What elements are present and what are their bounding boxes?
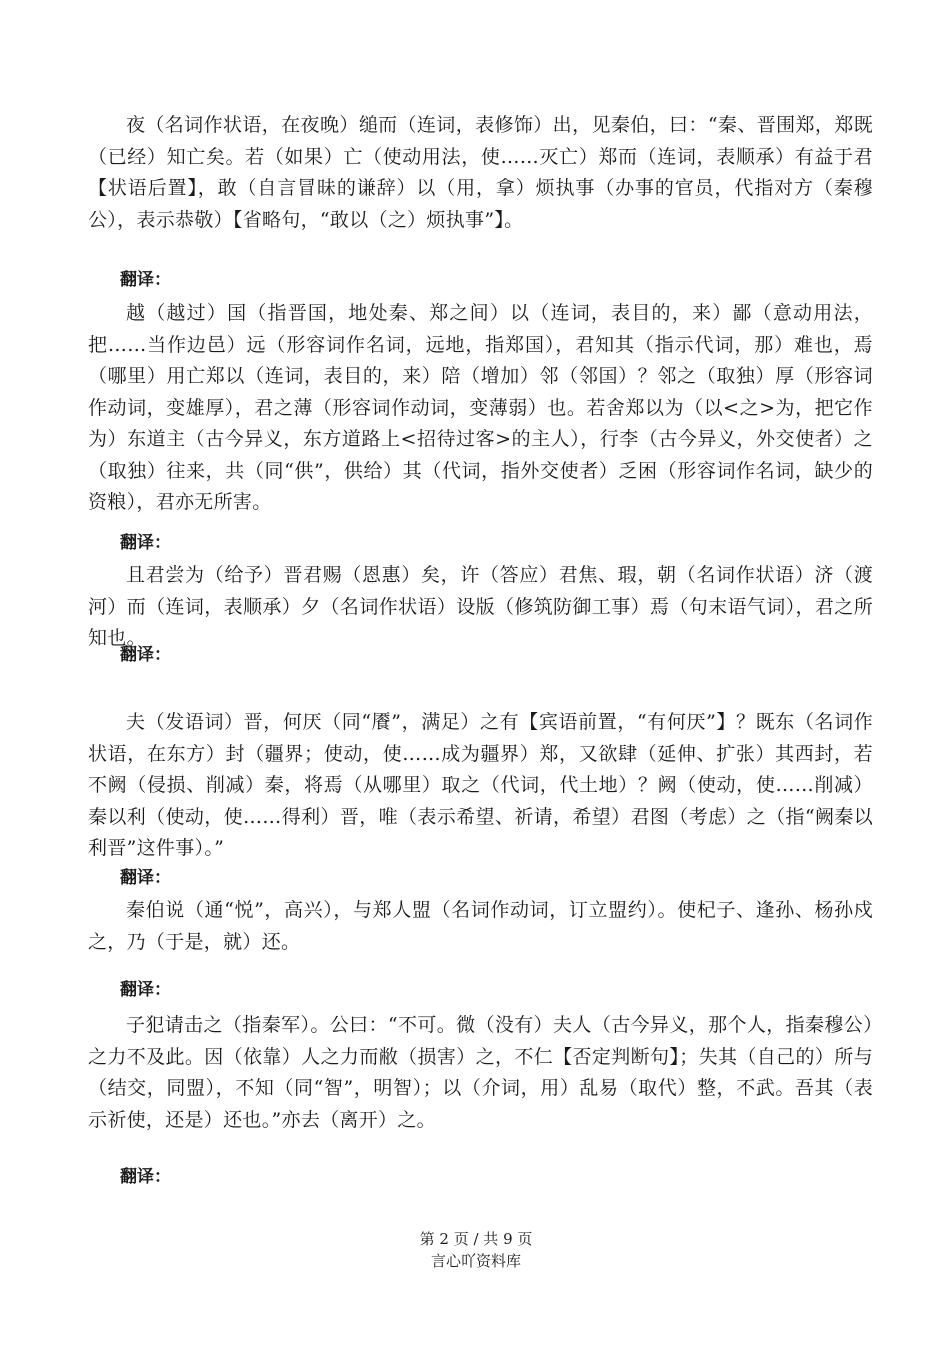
footer-source: 言心吖资料库 [430, 1252, 521, 1270]
paragraph-text: 越（越过）国（指晋国，地处秦、郑之间）以（连词，表目的，来）鄙（意动用法，把……当作边邑）远（形容词作名词，远地，指郑国），君知其（指示代词，那）难也，焉（哪里）用亡郑以（连词，表目的，来）陪（增加）邻（邻国）？邻之（取独）厚（形容词作动词，变雄厚），君之薄（形容词作动词，变薄弱）也。若舍郑以为（以<之>为，把它作为）东道主（古今异义，东方道路上<招待过客>的主人），行李（古今异义，外交使者）之（取独）往来，共（同“供”，供给）其（代词，指外交使者）乏困（形容词作名词，缺少的资粮），君亦无所害。 [88, 302, 873, 513]
translate-label-6: 翻译： [120, 1167, 171, 1187]
paragraph-6 [88, 1010, 873, 1136]
paragraph-text: 夫（发语词）晋，何厌（同“餍”，满足）之有【宾语前置，“有何厌”】？既东（名词作状语，在东方）封（疆界；使动，使……成为疆界）郑，又欲肆（延伸、扩张）其西封，若不阙（侵损、削减）秦，将焉（从哪里）取之（代词，代土地）？阙（使动，使……削减）秦以利（使动，使……得利）晋，唯（表示希望、祈请，希望）君图（考虑）之（指“阙秦以利晋”这件事）。” [88, 711, 873, 859]
translate-label-2: 翻译： [120, 533, 171, 553]
paragraph-2 [88, 298, 873, 519]
paragraph-text: 且君尝为（给予）晋君赐（恩惠）矣，许（答应）君焦、瑕，朝（名词作状语）济（渡河）而（连词，表顺承）夕（名词作状语）设版（修筑防御工事）焉（句末语气词），君之所知也。 [88, 564, 873, 649]
paragraph-5 [88, 895, 873, 958]
page-number: 第 2 页 / 共 9 页 [419, 1230, 533, 1248]
paragraph-1 [88, 110, 873, 236]
paragraph-text: 子犯请击之（指秦军）。公曰：“不可。微（没有）夫人（古今异义，那个人，指秦穆公）之力不及此。因（依靠）人之力而敝（损害）之，不仁【否定判断句】；失其（自己的）所与（结交，同盟），不知（同“智”，明智）；以（介词，用）乱易（取代）整，不武。吾其（表示祈使，还是）还也。”亦去（离开）之。 [88, 1014, 873, 1131]
translate-label-4: 翻译： [120, 868, 171, 888]
paragraph-text: 秦伯说（通“悦”，高兴），与郑人盟（名词作动词，订立盟约）。使杞子、逢孙、杨孙戍之，乃（于是，就）还。 [88, 899, 873, 953]
paragraph-text: 夜（名词作状语，在夜晚）缒而（连词，表修饰）出，见秦伯，曰：“秦、晋围郑，郑既（已经）知亡矣。若（如果）亡（使动用法，使……灭亡）郑而（连词，表顺承）有益于君【状语后置】，敢（自言冒昧的谦辞）以（用，拿）烦执事（办事的官员，代指对方（秦穆公），表示恭敬）【省略句，“敢以（之）烦执事”】。 [88, 114, 873, 231]
translate-label-1: 翻译： [120, 270, 171, 290]
translate-label-3: 翻译： [120, 645, 171, 665]
paragraph-3 [88, 560, 873, 655]
paragraph-4 [88, 707, 873, 865]
translate-label-5: 翻译： [120, 980, 171, 1000]
